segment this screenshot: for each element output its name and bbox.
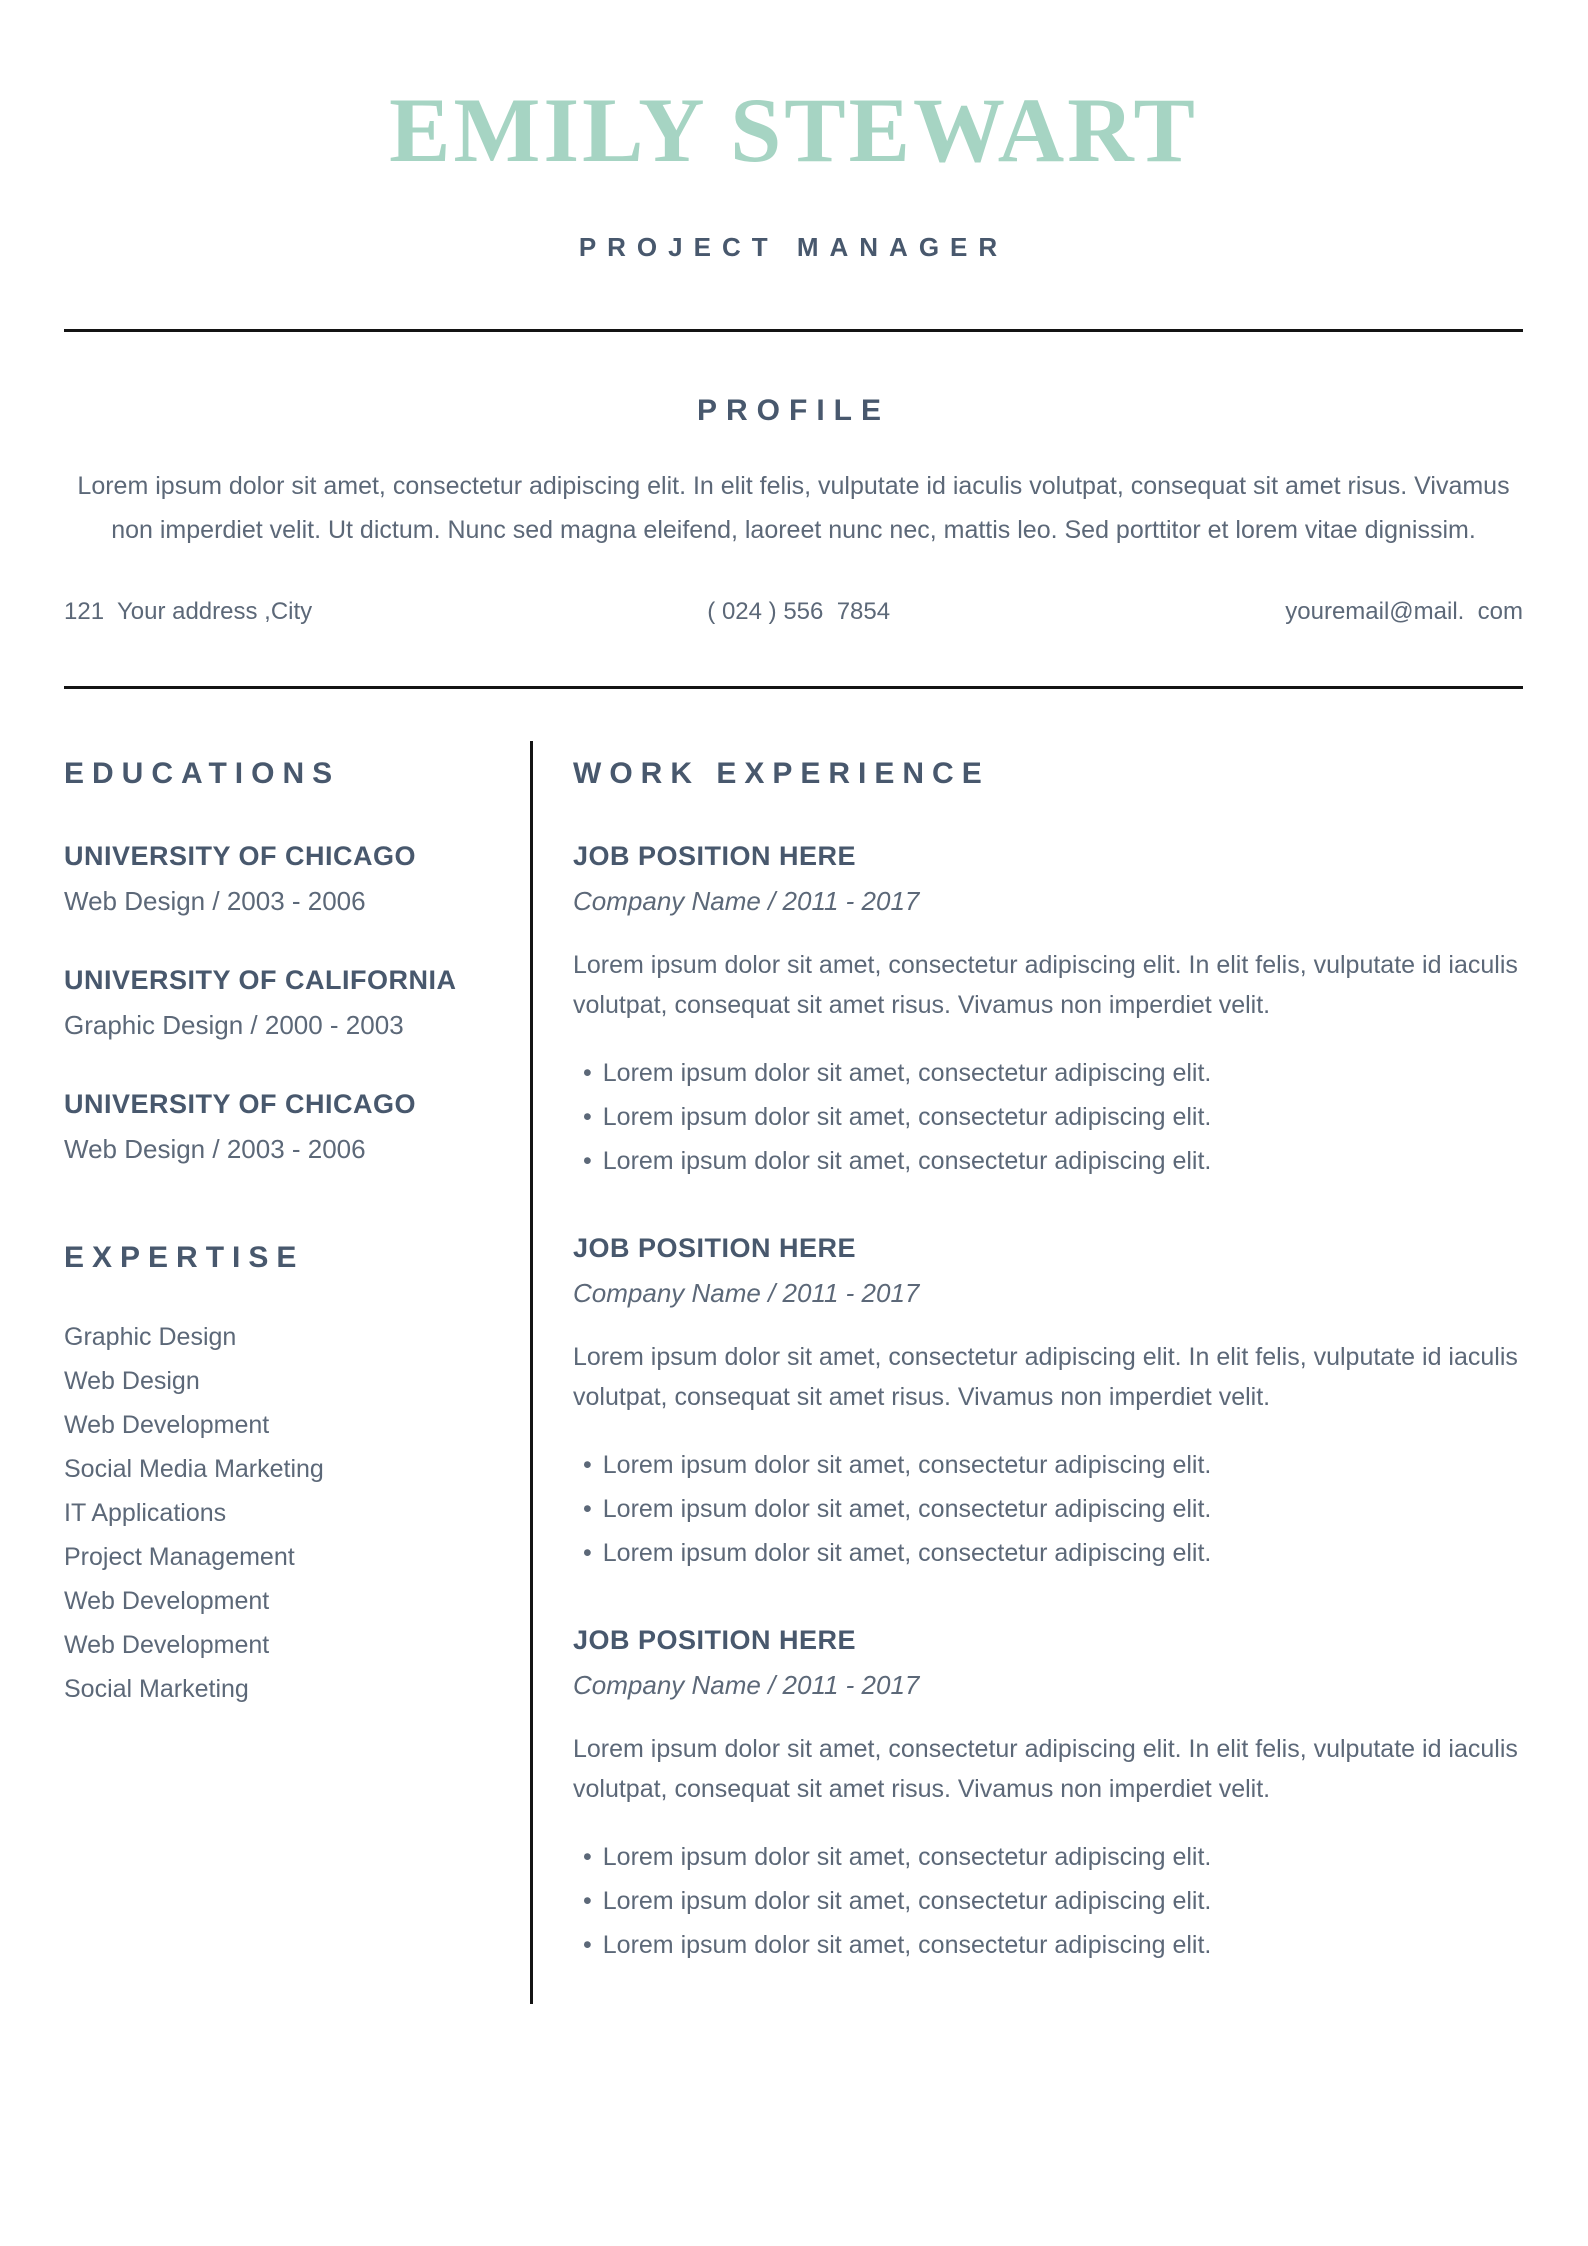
job-bullet-list	[573, 1443, 1523, 1575]
bullet-item: • Lorem ipsum dolor sit amet, consectetur adipiscing elit.	[583, 1051, 1523, 1095]
bullet-item: • Lorem ipsum dolor sit amet, consectetur adipiscing elit.	[583, 1443, 1523, 1487]
skill-item: Web Design	[64, 1367, 200, 1395]
job-entry	[573, 1625, 1523, 1967]
education-detail: Graphic Design / 2000 - 2003	[64, 1010, 404, 1040]
bullet-item: • Lorem ipsum dolor sit amet, consectetur adipiscing elit.	[583, 1095, 1523, 1139]
education-school: UNIVERSITY OF CALIFORNIA	[64, 965, 457, 995]
person-name: EMILY STEWART	[389, 79, 1198, 181]
job-position: JOB POSITION HERE	[573, 1233, 857, 1263]
job-summary: Lorem ipsum dolor sit amet, consectetur adipiscing elit. In elit felis, vulputate id iaculis volutpat, consequat sit amet risus. Vivamus non imperdiet velit.	[573, 1735, 1518, 1803]
education-detail: Web Design / 2003 - 2006	[64, 1134, 366, 1164]
right-column	[533, 741, 1523, 2004]
skill-item: Social Marketing	[64, 1675, 249, 1703]
job-entry	[573, 1233, 1523, 1575]
expertise-heading: EXPERTISE	[64, 1241, 305, 1274]
skill-item: Web Development	[64, 1631, 270, 1659]
skill-item: IT Applications	[64, 1499, 227, 1527]
contact-address: 121 Your address ,City	[64, 598, 313, 625]
work-experience-heading: WORK EXPERIENCE	[573, 757, 990, 790]
bullet-item: • Lorem ipsum dolor sit amet, consectetur adipiscing elit.	[583, 1487, 1523, 1531]
contact-row	[64, 598, 1523, 626]
education-school: UNIVERSITY OF CHICAGO	[64, 1089, 417, 1119]
person-job-title: PROJECT MANAGER	[578, 232, 1009, 262]
job-entry	[573, 841, 1523, 1183]
middle-divider	[64, 686, 1523, 689]
bullet-item: • Lorem ipsum dolor sit amet, consectetur adipiscing elit.	[583, 1923, 1523, 1967]
bullet-item: • Lorem ipsum dolor sit amet, consectetur adipiscing elit.	[583, 1531, 1523, 1575]
skill-item: Web Development	[64, 1411, 270, 1439]
job-position: JOB POSITION HERE	[573, 841, 857, 871]
education-entry	[64, 965, 530, 1041]
job-summary: Lorem ipsum dolor sit amet, consectetur adipiscing elit. In elit felis, vulputate id iaculis volutpat, consequat sit amet risus. Vivamus non imperdiet velit.	[573, 1343, 1518, 1411]
skill-item: Graphic Design	[64, 1323, 237, 1351]
skill-item: Social Media Marketing	[64, 1455, 324, 1483]
skill-list	[64, 1315, 530, 1711]
body-columns	[64, 741, 1523, 2004]
job-summary: Lorem ipsum dolor sit amet, consectetur adipiscing elit. In elit felis, vulputate id iaculis volutpat, consequat sit amet risus. Vivamus non imperdiet velit.	[573, 951, 1518, 1019]
contact-phone: ( 024 ) 556 7854	[707, 598, 891, 625]
job-bullet-list	[573, 1835, 1523, 1967]
bullet-item: • Lorem ipsum dolor sit amet, consectetur adipiscing elit.	[583, 1879, 1523, 1923]
job-bullet-list	[573, 1051, 1523, 1183]
education-school: UNIVERSITY OF CHICAGO	[64, 841, 417, 871]
top-divider	[64, 329, 1523, 332]
bullet-item: • Lorem ipsum dolor sit amet, consectetur adipiscing elit.	[583, 1139, 1523, 1183]
job-company-dates: Company Name / 2011 - 2017	[573, 886, 920, 916]
job-company-dates: Company Name / 2011 - 2017	[573, 1278, 920, 1308]
contact-email: youremail@mail. com	[1285, 598, 1523, 625]
education-entry	[64, 841, 530, 917]
left-column	[64, 741, 530, 2004]
skill-item: Project Management	[64, 1543, 295, 1571]
education-detail: Web Design / 2003 - 2006	[64, 886, 366, 916]
educations-heading: EDUCATIONS	[64, 757, 341, 790]
skill-item: Web Development	[64, 1587, 270, 1615]
education-entry	[64, 1089, 530, 1165]
profile-heading: PROFILE	[696, 394, 890, 427]
job-position: JOB POSITION HERE	[573, 1625, 857, 1655]
profile-text: Lorem ipsum dolor sit amet, consectetur adipiscing elit. In elit felis, vulputate id iaculis volutpat, consequat sit amet risus. Vivamus non imperdiet velit. Ut dictum. Nunc sed magna eleifend, laoreet nunc nec, mattis leo. Sed porttitor et lorem vitae dignissim.	[77, 472, 1510, 544]
job-company-dates: Company Name / 2011 - 2017	[573, 1670, 920, 1700]
bullet-item: • Lorem ipsum dolor sit amet, consectetur adipiscing elit.	[583, 1835, 1523, 1879]
